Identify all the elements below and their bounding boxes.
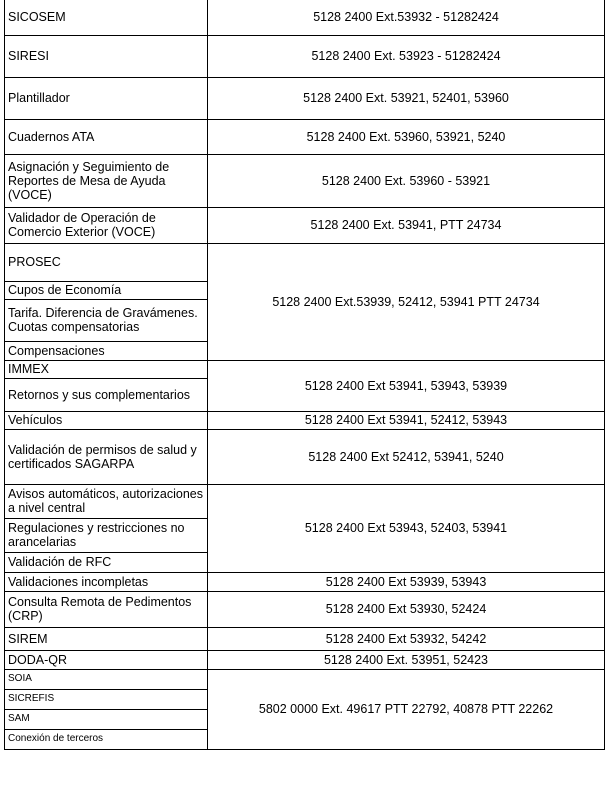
phone-numbers: 5128 2400 Ext 53941, 53943, 53939 [208,360,605,411]
phone-numbers: 5128 2400 Ext 53943, 52403, 53941 [208,484,605,572]
table-row [5,669,605,689]
phone-numbers: 5128 2400 Ext 53932, 54242 [208,627,605,650]
system-name: Regulaciones y restricciones no arancelarias [5,518,208,552]
table-row [5,119,605,154]
table-row [5,243,605,281]
system-name: DODA-QR [5,650,208,669]
system-name: Cuadernos ATA [5,119,208,154]
phone-numbers: 5802 0000 Ext. 49617 PTT 22792, 40878 PTT 22262 [208,669,605,749]
table-row [5,0,605,35]
table-row [5,35,605,77]
system-name: Compensaciones [5,341,208,360]
system-name: Consulta Remota de Pedimentos (CRP) [5,591,208,627]
phone-numbers: 5128 2400 Ext. 53960 - 53921 [208,154,605,207]
phone-numbers: 5128 2400 Ext 53939, 53943 [208,572,605,591]
system-name: Asignación y Seguimiento de Reportes de Mesa de Ayuda (VOCE) [5,154,208,207]
system-name: Retornos y sus complementarios [5,378,208,411]
phone-numbers: 5128 2400 Ext. 53923 - 51282424 [208,35,605,77]
phone-numbers: 5128 2400 Ext 53930, 52424 [208,591,605,627]
contacts-table [4,0,605,750]
system-name: SAM [5,709,208,729]
table-row [5,484,605,518]
table-row [5,77,605,119]
system-name: PROSEC [5,243,208,281]
phone-numbers: 5128 2400 Ext 53941, 52412, 53943 [208,411,605,429]
phone-numbers: 5128 2400 Ext.53932 - 51282424 [208,0,605,35]
table-row [5,572,605,591]
system-name: Tarifa. Diferencia de Gravámenes. Cuotas compensatorias [5,299,208,341]
table-row [5,591,605,627]
system-name: SIREM [5,627,208,650]
phone-numbers: 5128 2400 Ext. 53941, PTT 24734 [208,207,605,243]
system-name: SICREFIS [5,689,208,709]
phone-numbers: 5128 2400 Ext 52412, 53941, 5240 [208,429,605,484]
system-name: SIRESI [5,35,208,77]
system-name: Avisos automáticos, autorizaciones a nivel central [5,484,208,518]
system-name: IMMEX [5,360,208,378]
table-row [5,207,605,243]
system-name: Conexión de terceros [5,729,208,749]
table-row [5,429,605,484]
system-name: Plantillador [5,77,208,119]
system-name: Validaciones incompletas [5,572,208,591]
system-name: Vehículos [5,411,208,429]
system-name: Validación de RFC [5,552,208,572]
phone-numbers: 5128 2400 Ext. 53951, 52423 [208,650,605,669]
table-row [5,627,605,650]
system-name: Validador de Operación de Comercio Exterior (VOCE) [5,207,208,243]
table-row [5,411,605,429]
system-name: SOIA [5,669,208,689]
phone-numbers: 5128 2400 Ext.53939, 52412, 53941 PTT 24734 [208,243,605,360]
system-name: Validación de permisos de salud y certificados SAGARPA [5,429,208,484]
phone-numbers: 5128 2400 Ext. 53921, 52401, 53960 [208,77,605,119]
system-name: SICOSEM [5,0,208,35]
table-row [5,154,605,207]
table-row [5,650,605,669]
table-row [5,360,605,378]
phone-numbers: 5128 2400 Ext. 53960, 53921, 5240 [208,119,605,154]
system-name: Cupos de Economía [5,281,208,299]
